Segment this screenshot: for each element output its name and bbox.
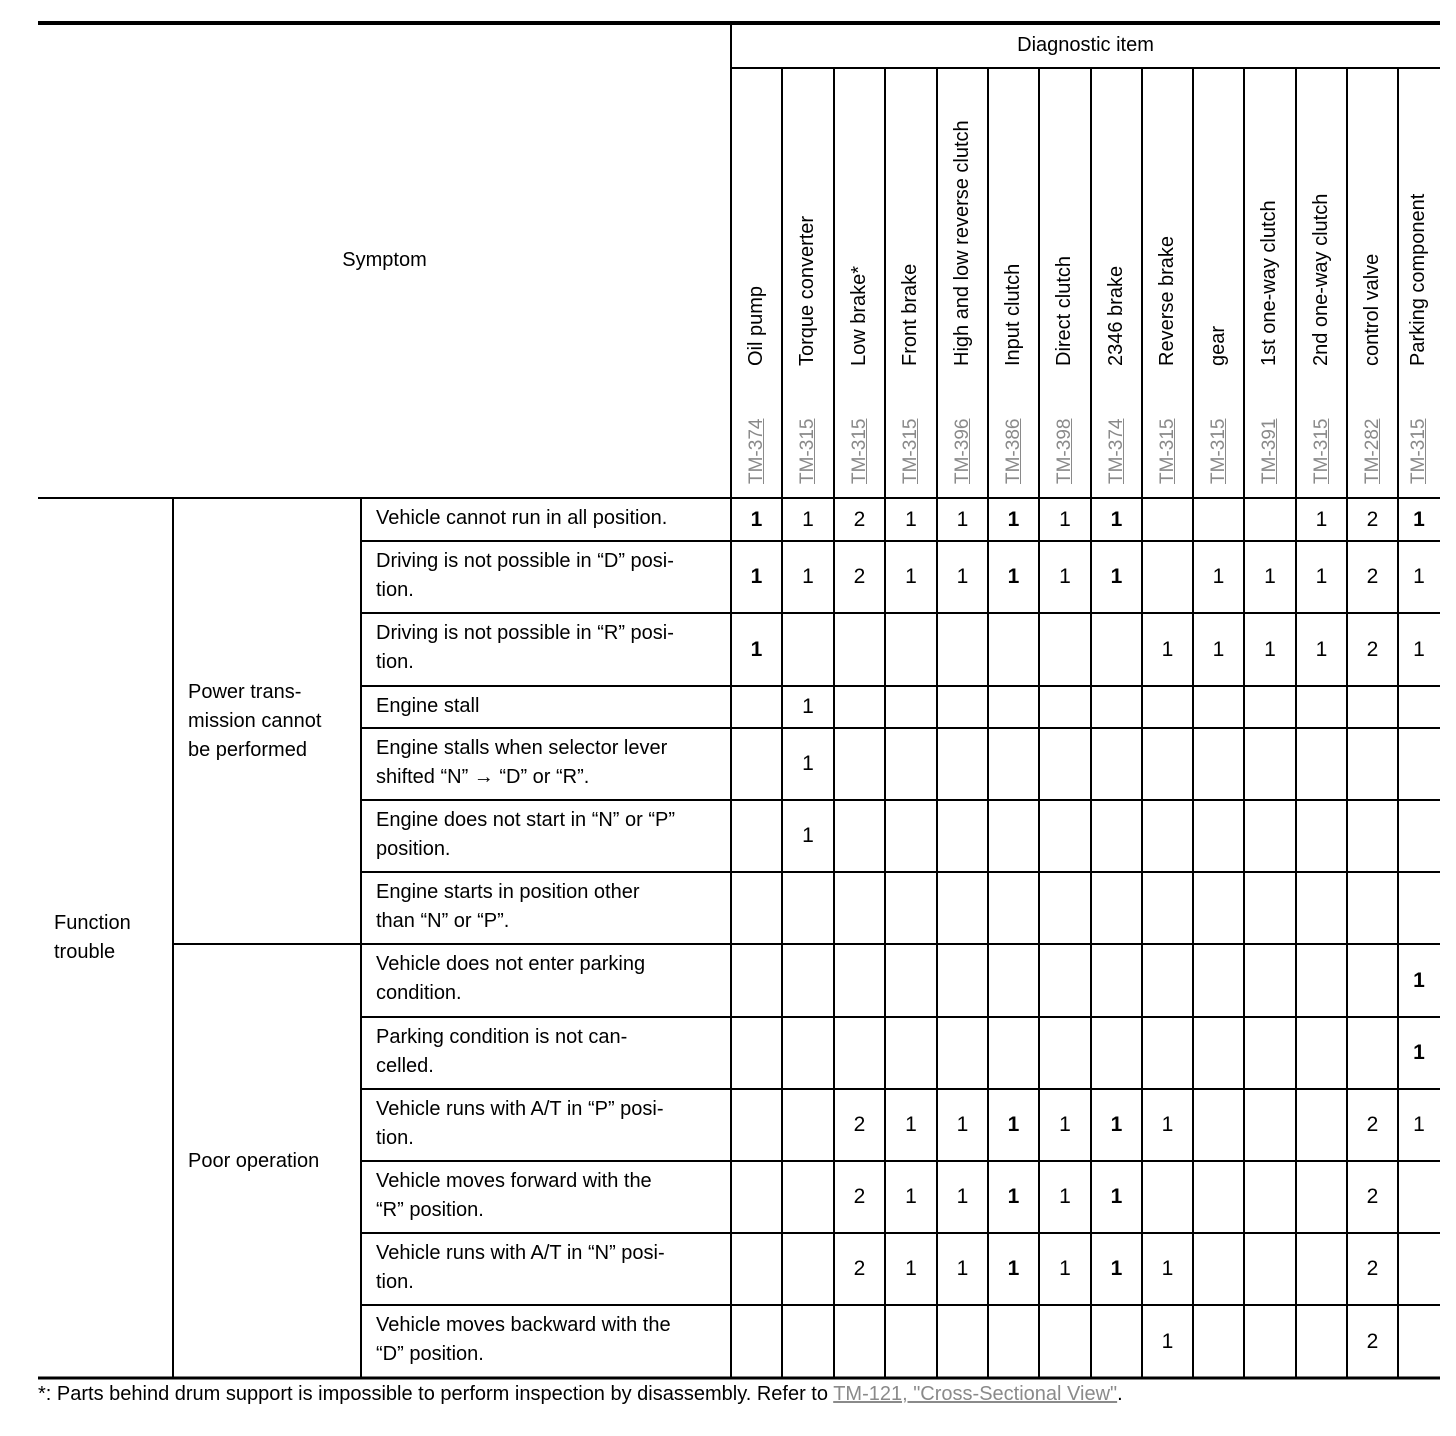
cell-value — [937, 686, 988, 728]
cell-value — [1296, 1017, 1347, 1089]
cell-value: 1 — [802, 695, 814, 718]
cell-value: 1 — [1413, 1113, 1425, 1136]
cell-value: 1 — [1110, 1257, 1123, 1280]
cell-value — [1193, 686, 1244, 728]
cell-value — [885, 1017, 937, 1089]
cell-value: 1 — [956, 507, 969, 531]
row-symptom: Driving is not possible in “D” posi- tion. — [376, 550, 674, 601]
cell-value — [1347, 1017, 1398, 1089]
cell-value: 1 — [750, 637, 763, 661]
cell-value: 1 — [1413, 507, 1425, 531]
cell-value: 1 — [1413, 1041, 1425, 1064]
cell-value — [1142, 1161, 1193, 1233]
cell-value — [885, 944, 937, 1017]
cell-value — [1091, 613, 1142, 686]
cell-value: 1 — [1059, 565, 1071, 588]
row-symptom: Engine starts in position other than “N” or “P”. — [376, 881, 640, 932]
cell-value: 2 — [853, 1185, 866, 1208]
cell-value: 1 — [1212, 637, 1225, 661]
cell-value: 1 — [1110, 1113, 1123, 1136]
cell-value — [1039, 1305, 1091, 1378]
cell-value: 1 — [1110, 507, 1123, 531]
cell-value — [731, 1017, 782, 1089]
column-ref-link[interactable]: TM-315 — [797, 418, 818, 484]
cell-value — [834, 1017, 885, 1089]
cell-value: 1 — [1007, 1257, 1020, 1280]
cell-value: 1 — [1413, 637, 1425, 661]
cell-value — [1193, 800, 1244, 872]
cell-value — [1244, 1161, 1296, 1233]
column-label: Parking component — [1407, 193, 1429, 366]
cell-value — [988, 872, 1039, 944]
column-label: control valve — [1360, 253, 1383, 366]
cell-value — [1091, 872, 1142, 944]
cell-value — [1296, 728, 1347, 800]
cell-value: 1 — [956, 565, 969, 588]
column-label: 2346 brake — [1104, 265, 1127, 366]
row-symptom: Vehicle does not enter parking condition. — [376, 953, 646, 1004]
cell-value — [885, 613, 937, 686]
row-symptom: Vehicle cannot run in all position. — [376, 507, 668, 529]
cell-value — [1091, 944, 1142, 1017]
cell-value: 1 — [1161, 1257, 1174, 1280]
cell-value — [834, 800, 885, 872]
cell-value — [937, 613, 988, 686]
cell-value — [1039, 1017, 1091, 1089]
cell-value — [885, 1305, 937, 1378]
cell-value — [1296, 1233, 1347, 1305]
cell-value: 1 — [1413, 565, 1425, 588]
column-label: High and low reverse clutch — [950, 120, 973, 366]
cell-value: 1 — [956, 1257, 969, 1280]
cell-value — [1193, 1233, 1244, 1305]
column-ref-link[interactable]: TM-315 — [1310, 418, 1332, 484]
cell-value — [1296, 872, 1347, 944]
cell-value: 1 — [1007, 1185, 1020, 1208]
cell-value — [937, 1305, 988, 1378]
cell-value — [1296, 1089, 1347, 1161]
cell-value: 1 — [802, 507, 814, 531]
cell-value: 1 — [1161, 1329, 1174, 1353]
cell-value — [782, 613, 834, 686]
column-ref-link[interactable]: TM-315 — [1207, 418, 1229, 484]
cell-value — [1193, 728, 1244, 800]
column-label: Torque converter — [796, 215, 818, 366]
cell-value — [1193, 1017, 1244, 1089]
cell-value: 1 — [802, 824, 814, 847]
cell-value — [1244, 872, 1296, 944]
cell-value — [1039, 872, 1091, 944]
cell-value: 1 — [1007, 565, 1020, 588]
cell-value: 1 — [905, 565, 917, 588]
column-ref-link[interactable]: TM-282 — [1361, 418, 1383, 484]
cell-value — [885, 686, 937, 728]
column-label: 1st one-way clutch — [1258, 200, 1280, 366]
cell-value: 1 — [1264, 565, 1276, 588]
cell-value — [1296, 686, 1347, 728]
cell-value — [1193, 944, 1244, 1017]
cell-value — [731, 1233, 782, 1305]
cell-value — [988, 1017, 1039, 1089]
cell-value — [1244, 686, 1296, 728]
column-label: 2nd one-way clutch — [1309, 193, 1332, 366]
cell-value: 1 — [956, 1113, 969, 1136]
cell-value: 2 — [1366, 1329, 1379, 1353]
footnote — [38, 1383, 1123, 1406]
cell-value — [1091, 800, 1142, 872]
cell-value — [834, 944, 885, 1017]
cell-value: 2 — [853, 507, 866, 531]
column-ref-link[interactable]: TM-315 — [900, 418, 921, 484]
cell-value — [1142, 498, 1193, 541]
cell-value — [988, 728, 1039, 800]
cell-value — [988, 944, 1039, 1017]
cell-value: 2 — [1366, 1113, 1379, 1136]
cell-value: 1 — [802, 565, 814, 588]
cell-value — [782, 872, 834, 944]
cell-value — [885, 872, 937, 944]
cell-value — [1091, 728, 1142, 800]
cell-value — [834, 686, 885, 728]
column-ref-link[interactable]: TM-386 — [1002, 418, 1024, 484]
cell-value — [988, 1305, 1039, 1378]
cell-value — [1398, 1161, 1440, 1233]
footnote-end: . — [1117, 1383, 1123, 1405]
column-label: gear — [1206, 325, 1229, 366]
cell-value — [1398, 728, 1440, 800]
cell-value: 1 — [1110, 565, 1123, 588]
cell-value — [731, 1089, 782, 1161]
column-label: Reverse brake — [1155, 235, 1178, 366]
cell-value — [1193, 498, 1244, 541]
cell-value — [937, 1017, 988, 1089]
cell-value: 2 — [853, 1257, 866, 1280]
cell-value — [1244, 498, 1296, 541]
cell-value: 1 — [905, 1257, 917, 1280]
cell-value: 1 — [1161, 1113, 1174, 1136]
cell-value — [937, 728, 988, 800]
cell-value — [731, 800, 782, 872]
cell-value: 1 — [1315, 637, 1328, 661]
cell-value — [1347, 728, 1398, 800]
cell-value: 2 — [1366, 565, 1379, 588]
column-label: Front brake — [899, 263, 921, 366]
cell-value — [731, 872, 782, 944]
cell-value — [1244, 1305, 1296, 1378]
cell-value — [1193, 872, 1244, 944]
cell-value: 1 — [1059, 507, 1071, 531]
cell-value: 2 — [1366, 1257, 1379, 1280]
cell-value — [731, 728, 782, 800]
column-ref-link[interactable]: TM-374 — [1105, 418, 1127, 484]
row-symptom: Engine does not start in “N” or “P” position. — [376, 809, 676, 860]
footnote-link-tm-121[interactable]: TM-121, "Cross-Sectional View" — [833, 1383, 1118, 1405]
column-ref-link[interactable]: TM-315 — [1408, 418, 1429, 484]
cell-value — [782, 1161, 834, 1233]
column-ref-link[interactable]: TM-315 — [1156, 418, 1178, 484]
category-function-trouble: Function trouble — [54, 912, 131, 963]
cell-value — [988, 800, 1039, 872]
cell-value — [834, 872, 885, 944]
cell-value — [1244, 1089, 1296, 1161]
cell-value — [1347, 800, 1398, 872]
cell-value: 1 — [905, 1185, 917, 1208]
cell-value — [1142, 1017, 1193, 1089]
cell-value: 1 — [905, 1113, 917, 1136]
cell-value: 2 — [1366, 637, 1379, 661]
cell-value — [1142, 728, 1193, 800]
cell-value — [1398, 872, 1440, 944]
cell-value: 1 — [1161, 637, 1174, 661]
cell-value — [1039, 728, 1091, 800]
cell-value: 2 — [1366, 1185, 1379, 1208]
cell-value: 1 — [1110, 1185, 1123, 1208]
cell-value: 1 — [1315, 565, 1328, 588]
cell-value — [1091, 1017, 1142, 1089]
cell-value: 1 — [1059, 1113, 1071, 1136]
footnote-text: *: Parts behind drum support is impossible to perform inspection by disassembly. Refer to — [38, 1383, 834, 1405]
column-ref-link[interactable]: TM-374 — [745, 418, 767, 484]
cell-value — [1142, 686, 1193, 728]
cell-value — [1296, 1161, 1347, 1233]
cell-value — [937, 872, 988, 944]
row-symptom: Vehicle moves forward with the “R” position. — [376, 1170, 652, 1221]
group-poor-operation: Poor operation — [188, 1149, 320, 1172]
cell-value: 1 — [1059, 1185, 1071, 1208]
cell-value: 1 — [1059, 1257, 1071, 1280]
cell-value — [1244, 800, 1296, 872]
cell-value: 1 — [802, 752, 814, 775]
cell-value — [731, 1161, 782, 1233]
cell-value: 1 — [1007, 507, 1020, 531]
cell-value — [885, 728, 937, 800]
cell-value — [782, 1233, 834, 1305]
cell-value — [1091, 1305, 1142, 1378]
cell-value — [1142, 800, 1193, 872]
cell-value — [1347, 944, 1398, 1017]
cell-value — [1244, 944, 1296, 1017]
cell-value: 1 — [1413, 968, 1425, 992]
cell-value: 1 — [956, 1185, 969, 1208]
cell-value — [1091, 686, 1142, 728]
cell-value — [1398, 800, 1440, 872]
cell-value — [1039, 613, 1091, 686]
cell-value — [1244, 1017, 1296, 1089]
column-ref-link[interactable]: TM-391 — [1259, 418, 1280, 484]
column-label: Input clutch — [1001, 263, 1024, 366]
cell-value: 1 — [750, 507, 763, 531]
cell-value — [988, 613, 1039, 686]
cell-value: 2 — [853, 565, 866, 588]
cell-value — [1039, 800, 1091, 872]
column-ref-link[interactable]: TM-396 — [951, 418, 973, 484]
column-ref-link[interactable]: TM-315 — [848, 418, 870, 484]
cell-value — [1244, 728, 1296, 800]
cell-value: 1 — [1264, 637, 1276, 661]
cell-value — [1398, 686, 1440, 728]
column-label: Direct clutch — [1053, 255, 1075, 366]
cell-value — [1296, 944, 1347, 1017]
row-symptom: Engine stall — [376, 695, 480, 717]
cell-value — [1039, 686, 1091, 728]
cell-value — [937, 944, 988, 1017]
cell-value — [1296, 800, 1347, 872]
cell-value — [1142, 541, 1193, 613]
cell-value: 1 — [905, 507, 917, 531]
cell-value — [731, 1305, 782, 1378]
column-ref-link[interactable]: TM-398 — [1054, 418, 1075, 484]
row-symptom: Vehicle moves backward with the “D” position. — [376, 1314, 671, 1365]
cell-value: 2 — [1366, 507, 1379, 531]
cell-value — [1039, 944, 1091, 1017]
cell-value: 1 — [1212, 565, 1225, 588]
cell-value — [1193, 1089, 1244, 1161]
cell-value — [731, 686, 782, 728]
column-label: Oil pump — [744, 285, 767, 366]
cell-value — [1142, 872, 1193, 944]
row-symptom: Engine stalls when selector lever shifted “N” → “D” or “R”. — [376, 737, 668, 788]
cell-value — [782, 1089, 834, 1161]
cell-value — [1347, 686, 1398, 728]
cell-value — [782, 1017, 834, 1089]
cell-value — [1193, 1305, 1244, 1378]
cell-value — [834, 1305, 885, 1378]
column-label: Low brake* — [847, 265, 870, 366]
row-symptom: Vehicle runs with A/T in “N” posi- tion. — [376, 1242, 665, 1293]
cell-value — [1244, 1233, 1296, 1305]
cell-value — [1398, 1233, 1440, 1305]
cell-value: 1 — [1315, 507, 1328, 531]
diagnostic-item-header: Diagnostic item — [1017, 34, 1154, 56]
symptom-header: Symptom — [342, 249, 427, 271]
row-symptom: Vehicle runs with A/T in “P” posi- tion. — [376, 1098, 664, 1149]
row-symptom: Driving is not possible in “R” posi- tion. — [376, 622, 674, 673]
cell-value: 2 — [853, 1113, 866, 1136]
cell-value: 1 — [1007, 1113, 1020, 1136]
cell-value — [988, 686, 1039, 728]
row-symptom: Parking condition is not can- celled. — [376, 1026, 628, 1077]
cell-value — [834, 728, 885, 800]
cell-value — [1193, 1161, 1244, 1233]
cell-value — [782, 1305, 834, 1378]
cell-value — [782, 944, 834, 1017]
cell-value — [1142, 944, 1193, 1017]
cell-value — [1398, 1305, 1440, 1378]
cell-value — [1296, 1305, 1347, 1378]
cell-value — [731, 944, 782, 1017]
cell-value — [834, 613, 885, 686]
cell-value: 1 — [750, 565, 763, 588]
cell-value — [1347, 872, 1398, 944]
group-power-transmission: Power trans- mission cannot be performed — [188, 680, 322, 761]
cell-value — [937, 800, 988, 872]
cell-value — [885, 800, 937, 872]
